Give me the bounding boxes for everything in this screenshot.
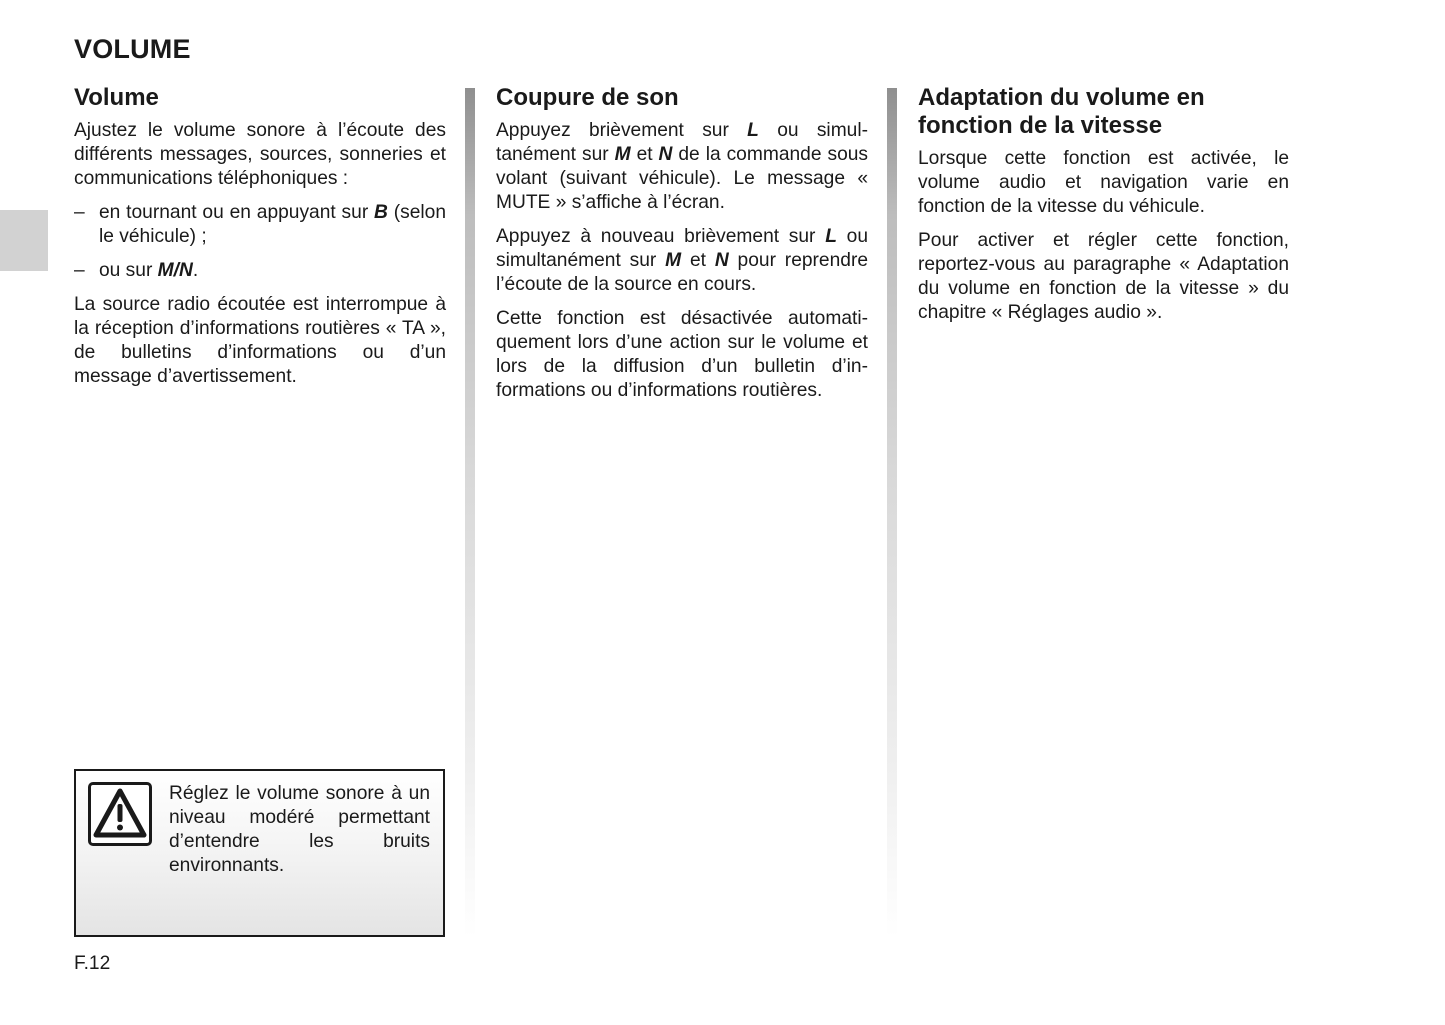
warning-box (74, 769, 445, 937)
column-divider (887, 88, 897, 938)
paragraph (496, 225, 868, 297)
text: Appuyez brièvement sur (496, 120, 748, 141)
paragraph: Lorsque cette fonction est activée, le volume audio et navigation varie en fonction de la vitesse du véhicule. (918, 148, 1289, 217)
warning-text: Réglez le volume sonore à un niveau modéré permettant d’entendre les bruits environnants. (169, 783, 430, 876)
text: Appuyez à nouveau brièvement sur (496, 226, 826, 247)
text: de la commande sous volant (suivant véhicule). Le message « MUTE » s’affiche à l’écran. (496, 144, 869, 213)
section-speed-volume (918, 84, 1289, 335)
control-key-label: L (747, 120, 759, 141)
list-dash: – (74, 260, 85, 281)
warning-triangle-icon (88, 782, 152, 846)
text: pour reprendre l’écoute de la source en cours. (496, 250, 869, 295)
section-heading: Coupure de son (496, 84, 679, 111)
control-key-label: B (374, 202, 388, 223)
control-key-label: M (614, 144, 631, 165)
warning-triangle-icon (93, 787, 147, 841)
list-item (74, 201, 446, 249)
text: ou simultanément sur (496, 226, 868, 271)
paragraph: Ajustez le volume sonore à l’écoute des différents messages, sources, sonneries et communications téléphoniques : (74, 120, 446, 189)
section-mute (496, 84, 868, 413)
section-heading: Volume (74, 84, 159, 111)
page-title: VOLUME (74, 34, 191, 64)
section-volume (74, 84, 446, 399)
list-text: ou sur (99, 260, 158, 281)
control-key-label: N (658, 144, 673, 165)
text: ou simultanément sur (496, 120, 869, 165)
paragraph (496, 119, 868, 215)
list-item (74, 259, 446, 283)
control-key-label: M (665, 250, 682, 271)
control-key-label: N (714, 250, 729, 271)
chapter-side-tab (0, 210, 48, 271)
page-number: F.12 (74, 953, 111, 974)
list-text: (selon le véhicule) ; (99, 202, 446, 247)
paragraph: La source radio écoutée est interrompue à la réception d’informations routières « TA », de bulletins d’informations ou d’un message d’avertissement. (74, 294, 446, 387)
control-key-label: M/N (157, 260, 193, 281)
list-text: en tournant ou en appuyant sur (99, 202, 375, 223)
section-heading: Adaptation du volume en fonction de la vitesse (918, 84, 1205, 139)
column-divider (465, 88, 475, 938)
control-key-label: L (825, 226, 837, 247)
text: et (630, 144, 659, 165)
paragraph: Pour activer et régler cette fonction, reportez-vous au paragraphe « Adaptation du volume en fonction de la vitesse » du chapitre « Réglages audio ». (918, 230, 1289, 323)
list-dash: – (74, 202, 85, 223)
list-text: . (192, 260, 199, 281)
text: et (681, 250, 715, 271)
paragraph: Cette fonction est désactivée automatiquement lors d’une action sur le volume et lors de la diffusion d’un bulletin d’informations ou d’informations routières. (496, 308, 868, 401)
